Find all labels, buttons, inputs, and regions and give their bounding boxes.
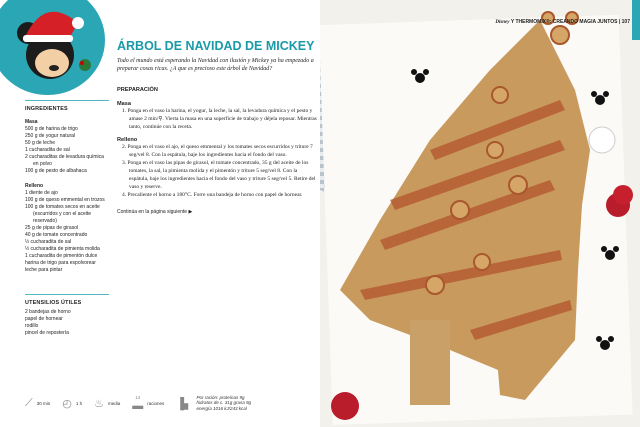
page-number: 107 bbox=[621, 19, 630, 25]
nutrition-line: Por ración: proteínas 9g bbox=[196, 394, 245, 400]
ingredient: reservado) bbox=[33, 218, 57, 224]
chef-hat-icon: ♨ bbox=[94, 397, 104, 410]
ingredient: 500 g de harina de trigo bbox=[25, 126, 78, 132]
step: 4. Precaliente el horno a 180°C. Forre una bandeja de horno con papel de hornear. bbox=[122, 192, 303, 198]
ingredient: 100 g de pesto de albahaca bbox=[25, 168, 87, 174]
ingredient: ½ cucharadita de pimienta molida bbox=[25, 246, 100, 252]
plate-icon: ▬ bbox=[132, 399, 144, 412]
ingredient: (escurridos y con el aceite bbox=[33, 211, 92, 217]
bar-chart-icon: ▐▖ bbox=[176, 397, 193, 410]
ingredient: leche para pintar bbox=[25, 267, 63, 273]
relleno-subheading: Relleno bbox=[25, 183, 44, 189]
ingredient: 2 cucharaditas de levadura química bbox=[25, 154, 104, 160]
ingredient: 25 g de pipas de girasol bbox=[25, 225, 79, 231]
utensil: papel de hornear bbox=[25, 316, 63, 322]
ingredients-heading: INGREDIENTES bbox=[25, 106, 68, 112]
prep-time: 30 min bbox=[36, 400, 51, 406]
recipe-title: ÁRBOL DE NAVIDAD DE MICKEY bbox=[117, 39, 315, 53]
nutrition-line: hidratos de c. 31g grasa 9g bbox=[196, 400, 252, 406]
disney-logo: Disney bbox=[495, 20, 510, 25]
recipe-photo bbox=[320, 0, 640, 427]
ingredient: 1 diente de ajo bbox=[25, 190, 58, 196]
recipe-main bbox=[117, 40, 317, 215]
recipe-info-bar bbox=[25, 388, 315, 418]
mickey-illustration bbox=[0, 0, 105, 95]
masa-subheading: Masa bbox=[25, 119, 38, 125]
utensil: rodillo bbox=[25, 323, 39, 329]
utensils-heading: UTENSILIOS ÚTILES bbox=[25, 300, 82, 306]
ingredient: 1 cucharadita de pimentón dulce bbox=[25, 253, 98, 259]
ingredient: 1 cucharadita de sal bbox=[25, 147, 70, 153]
ingredient: harina de trigo para espolvorear bbox=[25, 260, 96, 266]
ingredient: ½ cucharadita de sal bbox=[25, 239, 72, 245]
knife-icon: ⟋ bbox=[25, 396, 33, 409]
clock-icon: ◴ bbox=[62, 397, 72, 410]
running-header: Disney Y THERMOMIX®: CREANDO MAGIA JUNTOS | 107 bbox=[495, 19, 630, 25]
tree-bread-photo bbox=[320, 0, 640, 427]
ingredient: 100 g de queso emmental en trozos bbox=[25, 197, 105, 203]
preparation-heading: PREPARACIÓN bbox=[117, 87, 158, 93]
divider bbox=[25, 294, 109, 295]
masa-subheading: Masa bbox=[117, 101, 131, 107]
total-time: 1 h bbox=[75, 400, 83, 406]
ingredient: en polvo bbox=[33, 161, 52, 167]
step: 2. Ponga en el vaso el ajo, el queso emmental y los tomates secos escurridos y triture 7 seg/vel 8. Con la espátula, baje los ingredientes hacia el fondo del vaso. bbox=[122, 144, 313, 158]
utensil: pincel de repostería bbox=[25, 330, 69, 336]
servings-label: raciones bbox=[147, 400, 165, 406]
running-title: Y THERMOMIX®: CREANDO MAGIA JUNTOS bbox=[510, 19, 618, 25]
ingredient: 100 g de tomates secos en aceite bbox=[25, 204, 100, 210]
ingredients-column bbox=[25, 100, 109, 337]
recipe-intro: Todo el mundo está esperando la Navidad con ilusión y Mickey ya ha empezado a preparar cosas ricas. ¿A que es precioso este árbol de Navidad? bbox=[117, 58, 314, 72]
difficulty: media bbox=[107, 400, 121, 406]
ingredient: 50 g de leche bbox=[25, 140, 56, 146]
ingredient: 40 g de tomate concentrado bbox=[25, 232, 88, 238]
divider bbox=[25, 100, 109, 101]
relleno-subheading: Relleno bbox=[117, 137, 138, 143]
utensil: 2 bandejas de horno bbox=[25, 309, 71, 315]
servings-count: 14 bbox=[135, 394, 141, 400]
ingredient: 250 g de yogur natural bbox=[25, 133, 76, 139]
chapter-tab bbox=[632, 0, 640, 40]
nutrition-line: energía 1016 kJ/243 kcal bbox=[196, 405, 247, 411]
step: 3. Ponga en el vaso las pipas de girasol, el tomate concentrado, 35 g del aceite de los tomates, la sal, la pimienta molida y el pimentón y triture 5 seg/vel 8. Con la espátula, baje los ingredientes hacia el fondo del vaso y triture 5 seg/vel 5. Retire del vaso y reserve. bbox=[122, 160, 316, 190]
step: 1. Ponga en el vaso la harina, el yogur, la leche, la sal, la levadura química y el pesto y amase 2 min/⚲. Vierta la masa en una superficie de trabajo y déjela reposar. Mientras tanto, continúe con la receta. bbox=[122, 108, 317, 130]
continue-note: Continúa en la página siguiente ▶ bbox=[117, 209, 193, 215]
